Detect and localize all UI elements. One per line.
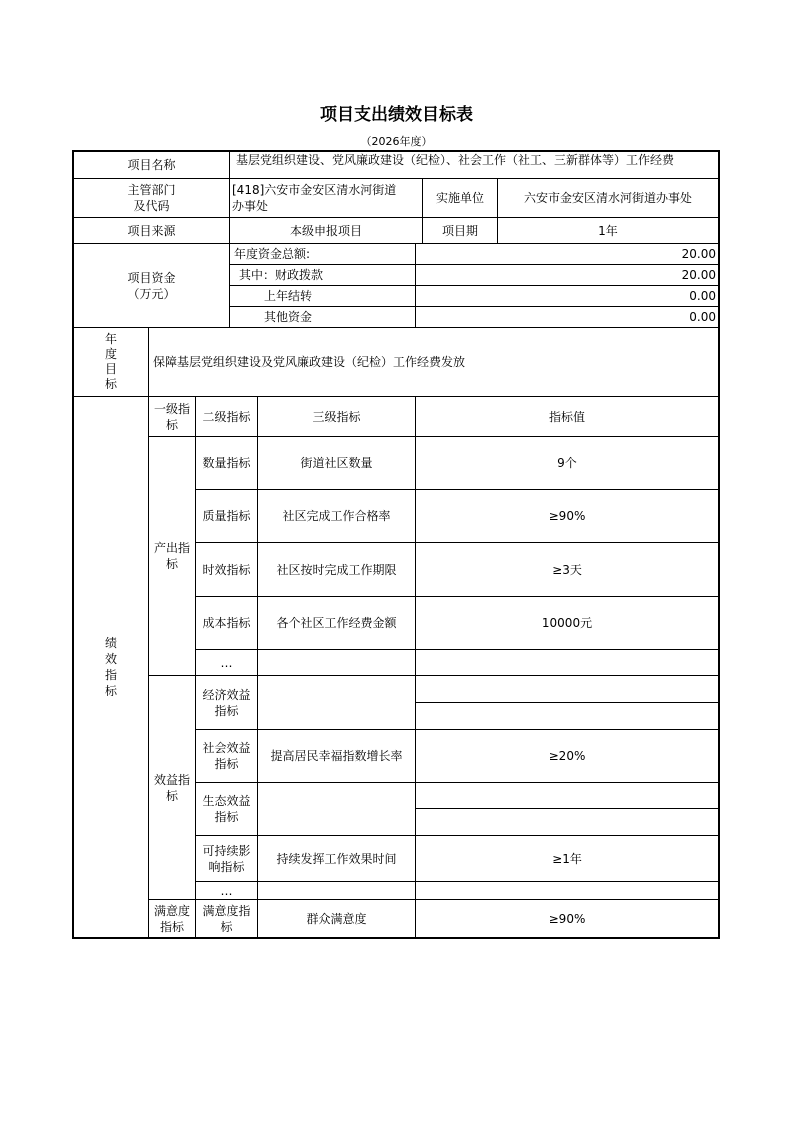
benefit-indicator-label: 效益指 标 xyxy=(153,772,190,803)
page-title: 项目支出绩效目标表 xyxy=(320,105,473,125)
period-value: 1年 xyxy=(598,223,618,238)
dept-label: 主管部门 及代码 xyxy=(127,183,176,213)
table-row-value: ≥90% xyxy=(548,911,586,926)
table-row-level2: 数量指标 xyxy=(202,456,251,470)
project-name-value: 基层党组织建设、党风廉政建设（纪检）、社会工作（社工、三新群体等）工作经费 xyxy=(236,153,675,167)
output-indicator-label: 产出指 标 xyxy=(153,541,190,571)
fund-carryover-value: 0.00 xyxy=(689,289,716,303)
table-row-level2: 质量指标 xyxy=(202,509,251,523)
table-row-value: 10000元 xyxy=(541,616,593,630)
table-row-level3: 社区按时完成工作期限 xyxy=(276,562,397,577)
fund-fiscal-value: 20.00 xyxy=(681,268,716,282)
header-level1: 一级指 标 xyxy=(153,401,190,432)
table-row-level2: 社会效益 指标 xyxy=(202,741,251,771)
table-row-level3: 提高居民幸福指数增长率 xyxy=(270,749,403,763)
annual-goal-value: 保障基层党组织建设及党风廉政建设（纪检）工作经费发放 xyxy=(153,355,466,369)
indicator-section-label: 绩 效 指 标 xyxy=(104,636,117,698)
table-row-value: ≥1年 xyxy=(552,851,582,866)
impl-unit-value: 六安市金安区清水河街道办事处 xyxy=(523,191,692,205)
fund-other-value: 0.00 xyxy=(689,310,716,324)
header-value: 指标值 xyxy=(548,409,585,424)
table-row-value: 9个 xyxy=(557,456,577,470)
header-level3: 三级指标 xyxy=(312,409,361,424)
header-level2: 二级指标 xyxy=(202,409,251,424)
fund-total-label: 年度资金总额: xyxy=(234,247,311,261)
period-label: 项目期 xyxy=(441,223,478,238)
table-row-level2: 经济效益 指标 xyxy=(202,687,251,718)
fund-fiscal-label: 其中：财政拨款 xyxy=(239,268,324,282)
fund-other-label: 其他资金 xyxy=(264,310,313,324)
table-row-level2: 时效指标 xyxy=(202,562,251,577)
table-row-level2: … xyxy=(220,655,233,670)
impl-unit-label: 实施单位 xyxy=(435,191,484,205)
table-row-level3: 街道社区数量 xyxy=(300,456,373,470)
fiscal-year: （2026年度） xyxy=(360,135,433,148)
project-name-label: 项目名称 xyxy=(127,158,176,172)
source-value: 本级申报项目 xyxy=(289,223,362,238)
table-row-level2: 可持续影 响指标 xyxy=(202,843,251,874)
table-row-level3: 社区完成工作合格率 xyxy=(282,509,391,523)
dept-value: [418]六安市金安区清水河街道 办事处 xyxy=(232,183,397,213)
fund-total-value: 20.00 xyxy=(681,247,716,261)
table-row-level3: 持续发挥工作效果时间 xyxy=(276,851,397,866)
annual-goal-label: 年 度 目 标 xyxy=(104,332,117,391)
table-row-value: ≥3天 xyxy=(552,562,582,577)
table-row-level2: … xyxy=(220,883,233,898)
fund-label: 项目资金 （万元） xyxy=(127,270,176,301)
satisfaction-indicator-label: 满意度 指标 xyxy=(153,903,190,934)
table-row-level3: 群众满意度 xyxy=(306,911,367,926)
table-row-level2: 满意度指 标 xyxy=(202,903,251,934)
fund-carryover-label: 上年结转 xyxy=(264,289,313,303)
table-row-level2: 生态效益 指标 xyxy=(202,794,251,824)
table-row-level3: 各个社区工作经费金额 xyxy=(276,616,397,630)
source-label: 项目来源 xyxy=(127,223,176,238)
table-row-value: ≥20% xyxy=(548,749,586,763)
table-row-value: ≥90% xyxy=(548,509,586,523)
table-row-level2: 成本指标 xyxy=(202,616,251,630)
